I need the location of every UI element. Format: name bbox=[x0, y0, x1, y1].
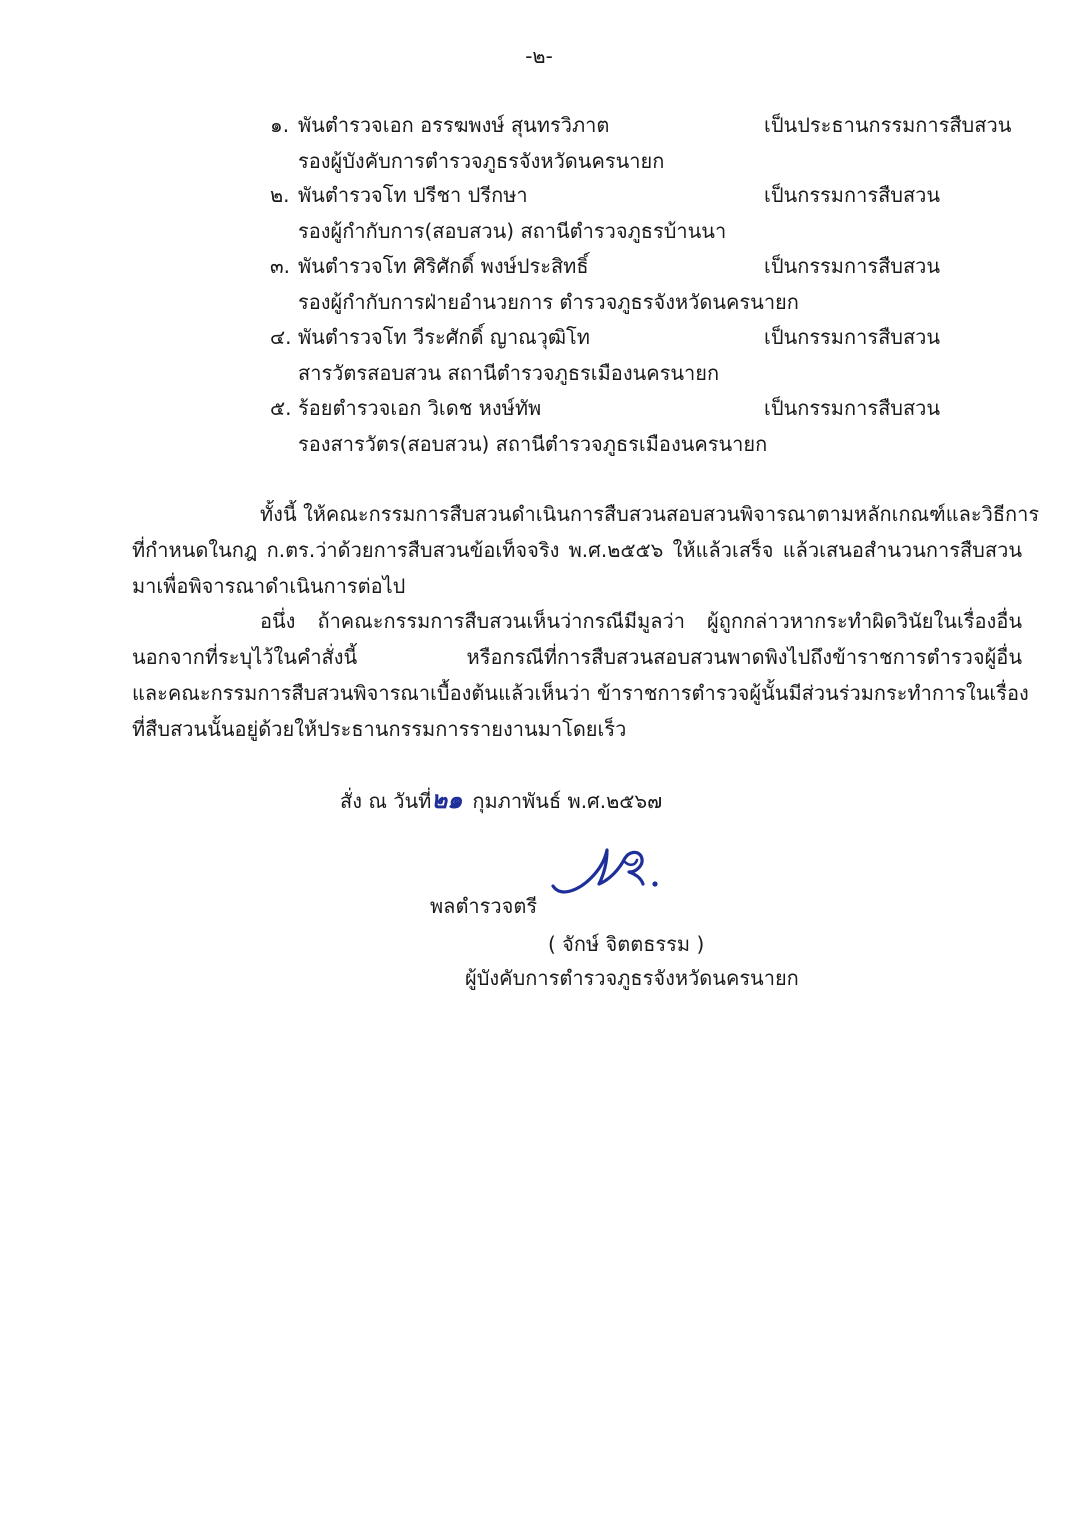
signer-name: ( จักษ์ จิตตธรรม ) bbox=[548, 932, 705, 956]
committee-member-4 bbox=[270, 320, 1030, 390]
paragraph-line: มาเพื่อพิจารณาดำเนินการต่อไป bbox=[132, 574, 406, 598]
member-number: ๕. bbox=[270, 396, 292, 420]
signer-title: ผู้บังคับการตำรวจภูธรจังหวัดนครนายก bbox=[465, 966, 799, 990]
member-role: เป็นกรรมการสืบสวน bbox=[764, 396, 941, 420]
committee-member-3 bbox=[270, 249, 1030, 319]
paragraph-instructions bbox=[132, 496, 1040, 604]
member-position: รองสารวัตร(สอบสวน) สถานีตำรวจภูธรเมืองนครนายก bbox=[298, 432, 768, 456]
member-role: เป็นกรรมการสืบสวน bbox=[764, 183, 941, 207]
paragraph-line: อนึ่ง ถ้าคณะกรรมการสืบสวนเห็นว่ากรณีมีมูลว่า ผู้ถูกกล่าวหากระทำผิดวินัยในเรื่องอื่น bbox=[260, 609, 1022, 633]
member-position: รองผู้กำกับการฝ่ายอำนวยการ ตำรวจภูธรจังหวัดนครนายก bbox=[298, 290, 799, 314]
order-date bbox=[340, 780, 662, 819]
committee-member-1 bbox=[270, 108, 1030, 178]
committee-member-2 bbox=[270, 178, 1030, 248]
member-role: เป็นกรรมการสืบสวน bbox=[764, 254, 941, 278]
paragraph-line: ทั้งนี้ ให้คณะกรรมการสืบสวนดำเนินการสืบสวนสอบสวนพิจารณาตามหลักเกณฑ์และวิธีการ bbox=[260, 502, 1040, 526]
member-number: ๒. bbox=[270, 183, 290, 207]
paragraph-line: และคณะกรรมการสืบสวนพิจารณาเบื้องต้นแล้วเห็นว่า ข้าราชการตำรวจผู้นั้นมีส่วนร่วมกระทำการในเรื่อง bbox=[132, 681, 1029, 705]
member-role: เป็นประธานกรรมการสืบสวน bbox=[764, 113, 1012, 137]
member-number: ๑. bbox=[270, 113, 290, 137]
member-name: พันตำรวจโท วีระศักดิ์ ญาณวุฒิโท bbox=[298, 325, 590, 349]
member-position: รองผู้บังคับการตำรวจภูธรจังหวัดนครนายก bbox=[298, 149, 665, 173]
order-date-month-year: กุมภาพันธ์ พ.ศ.๒๕๖๗ bbox=[472, 789, 663, 813]
member-name: พันตำรวจเอก อรรฆพงษ์ สุนทรวิภาต bbox=[298, 113, 610, 137]
member-number: ๓. bbox=[270, 254, 291, 278]
member-name: พันตำรวจโท ศิริศักดิ์ พงษ์ประสิทธิ์ bbox=[298, 254, 589, 278]
committee-member-5 bbox=[270, 391, 1030, 461]
member-name: พันตำรวจโท ปรีชา ปรีกษา bbox=[298, 183, 528, 207]
page-number: -๒- bbox=[525, 44, 553, 68]
member-position: สารวัตรสอบสวน สถานีตำรวจภูธรเมืองนครนายก bbox=[298, 361, 720, 385]
member-role: เป็นกรรมการสืบสวน bbox=[764, 325, 941, 349]
paragraph-line: ที่กำหนดในกฎ ก.ตร.ว่าด้วยการสืบสวนข้อเท็จจริง พ.ศ.๒๕๕๖ ให้แล้วเสร็จ แล้วเสนอสำนวนการสืบสวน bbox=[132, 538, 1022, 562]
paragraph-line: นอกจากที่ระบุไว้ในคำสั่งนี้ หรือกรณีที่การสืบสวนสอบสวนพาดพิงไปถึงข้าราชการตำรวจผู้อื่น bbox=[132, 645, 1022, 669]
order-date-day: ๒๑ bbox=[431, 786, 463, 814]
paragraph-further-findings bbox=[132, 603, 1029, 747]
paragraph-line: ที่สืบสวนนั้นอยู่ด้วยให้ประธานกรรมการรายงานมาโดยเร็ว bbox=[132, 717, 627, 741]
handwritten-signature bbox=[545, 840, 685, 910]
member-number: ๔. bbox=[270, 325, 292, 349]
member-position: รองผู้กำกับการ(สอบสวน) สถานีตำรวจภูธรบ้านนา bbox=[298, 219, 727, 243]
member-name: ร้อยตำรวจเอก วิเดช หงษ์ทัพ bbox=[298, 396, 542, 420]
order-date-prefix: สั่ง ณ วันที่ bbox=[340, 789, 432, 813]
signer-rank: พลตำรวจตรี bbox=[430, 894, 538, 918]
